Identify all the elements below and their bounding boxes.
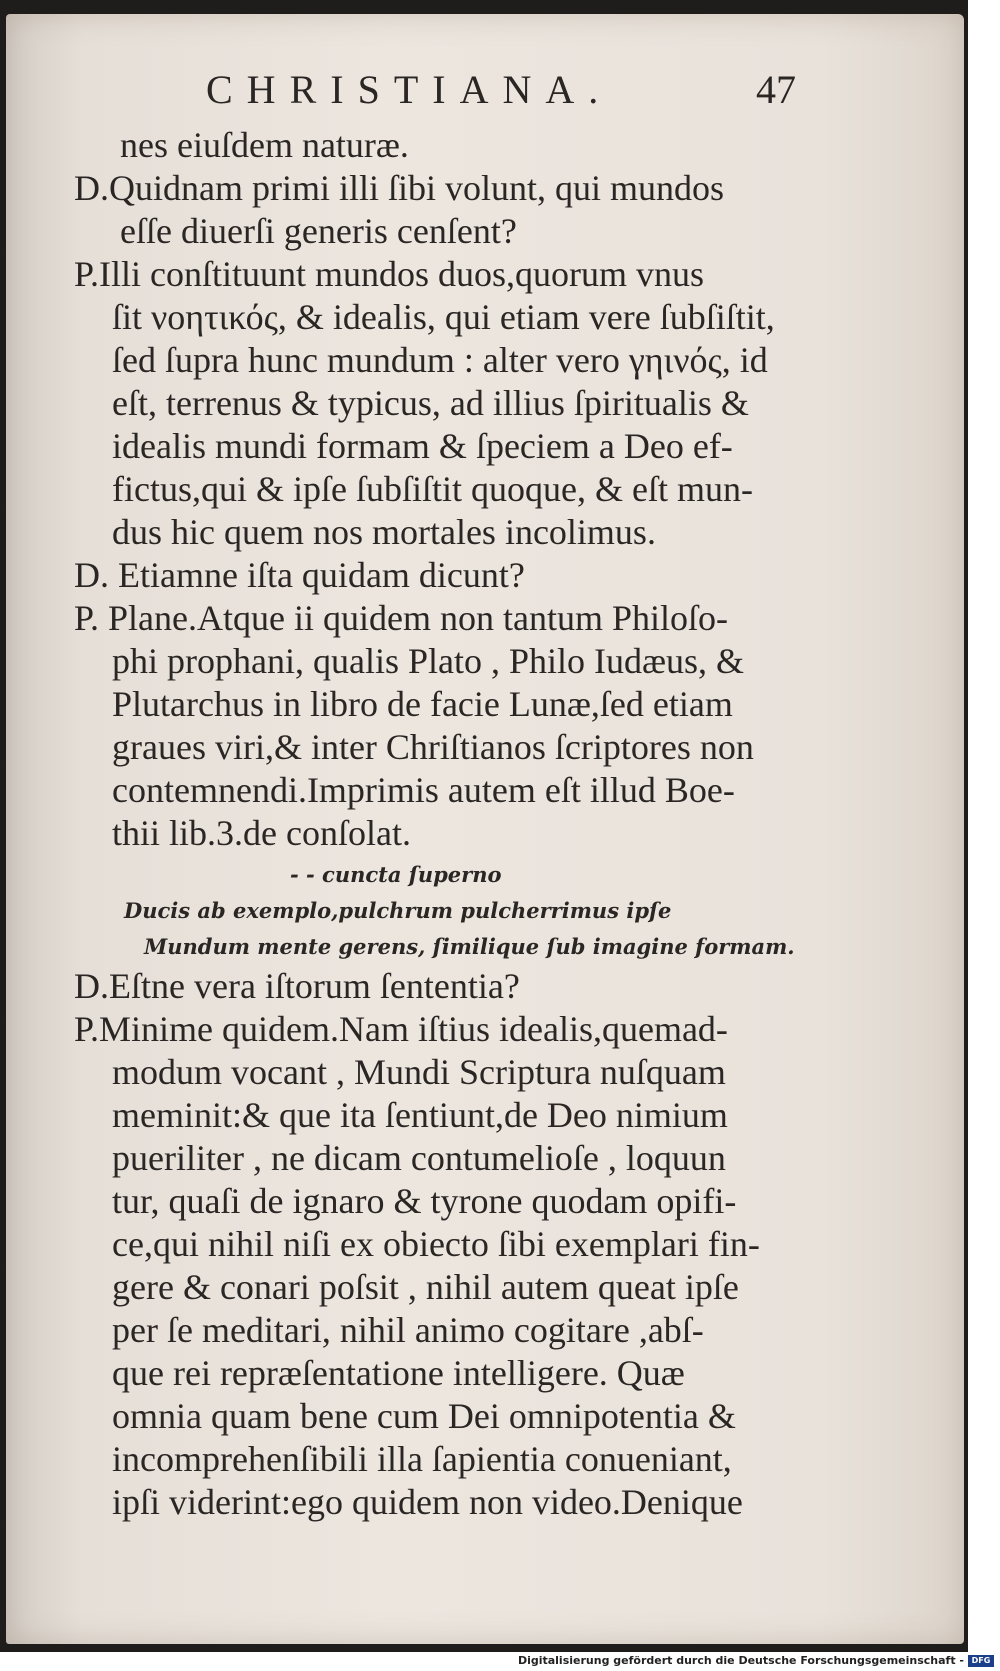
text-line: ſit νοητικός, & idealis, qui etiam vere ſubſiſtit, bbox=[112, 297, 775, 337]
text-line: P.Illi conſtituunt mundos duos,quorum vnus bbox=[74, 254, 705, 294]
running-head: CHRISTIANA. bbox=[206, 67, 613, 112]
text-line: gere & conari poſsit , nihil autem queat ipſe bbox=[112, 1267, 739, 1307]
book-page bbox=[6, 14, 964, 1644]
text-line: modum vocant , Mundi Scriptura nuſquam bbox=[112, 1052, 726, 1092]
text-line: idealis mundi formam & ſpeciem a Deo ef- bbox=[112, 426, 733, 466]
text-line: nes eiuſdem naturæ. bbox=[120, 125, 409, 165]
text-line: ſed ſupra hunc mundum : alter vero γηινός, id bbox=[112, 340, 768, 380]
funding-credit: Digitalisierung gefördert durch die Deutsche Forschungsgemeinschaft - bbox=[517, 1654, 964, 1667]
page-header bbox=[6, 56, 964, 126]
text-line: D.Quidnam primi illi ſibi volunt, qui mundos bbox=[74, 168, 725, 208]
text-line: P. Plane.Atque ii quidem non tantum Philoſo- bbox=[74, 598, 728, 638]
page-body bbox=[74, 124, 834, 1524]
text-line: incomprehenſibili illa ſapientia conueniant, bbox=[112, 1439, 732, 1479]
text-line: P.Minime quidem.Nam iſtius idealis,quemad- bbox=[74, 1009, 728, 1049]
text-line: graues viri,& inter Chriſtianos ſcriptores non bbox=[112, 727, 754, 767]
text-line: pueriliter , ne dicam contumelioſe , loquun bbox=[112, 1138, 726, 1178]
text-line: que rei repræſentatione intelligere. Quæ bbox=[112, 1353, 685, 1393]
verse-line: Ducis ab exemplo,pulchrum pulcherrimus ipſe bbox=[124, 898, 672, 923]
verse-line: - - cuncta ſuperno bbox=[290, 862, 502, 887]
dfg-logo-icon: DFG bbox=[968, 1655, 994, 1667]
text-line: dus hic quem nos mortales incolimus. bbox=[112, 512, 656, 552]
text-line: ipſi viderint:ego quidem non video.Denique bbox=[112, 1482, 743, 1522]
text-line: meminit:& que ita ſentiunt,de Deo nimium bbox=[112, 1095, 728, 1135]
text-line: ce,qui nihil niſi ex obiecto ſibi exemplari fin- bbox=[112, 1224, 760, 1264]
text-line: D. Etiamne iſta quidam dicunt? bbox=[74, 555, 525, 595]
text-line: contemnendi.Imprimis autem eſt illud Boe- bbox=[112, 770, 735, 810]
digitization-footer bbox=[0, 1652, 1000, 1671]
text-line: fictus,qui & ipſe ſubſiſtit quoque, & eſt mun- bbox=[112, 469, 753, 509]
verse-line: Mundum mente gerens, ſimilique ſub imagine formam. bbox=[144, 934, 795, 959]
text-line: eſſe diuerſi generis cenſent? bbox=[120, 211, 517, 251]
text-line: D.Eſtne vera iſtorum ſententia? bbox=[74, 966, 520, 1006]
text-line: Plutarchus in libro de facie Lunæ,ſed etiam bbox=[112, 684, 733, 724]
page-number: 47 bbox=[756, 67, 796, 112]
text-line: per ſe meditari, nihil animo cogitare ,abſ- bbox=[112, 1310, 704, 1350]
text-line: thii lib.3.de conſolat. bbox=[112, 813, 411, 853]
text-line: phi prophani, qualis Plato , Philo Iudæus, & bbox=[112, 641, 745, 681]
text-line: eſt, terrenus & typicus, ad illius ſpiritualis & bbox=[112, 383, 749, 423]
text-line: omnia quam bene cum Dei omnipotentia & bbox=[112, 1396, 736, 1436]
text-line: tur, quaſi de ignaro & tyrone quodam opifi- bbox=[112, 1181, 737, 1221]
